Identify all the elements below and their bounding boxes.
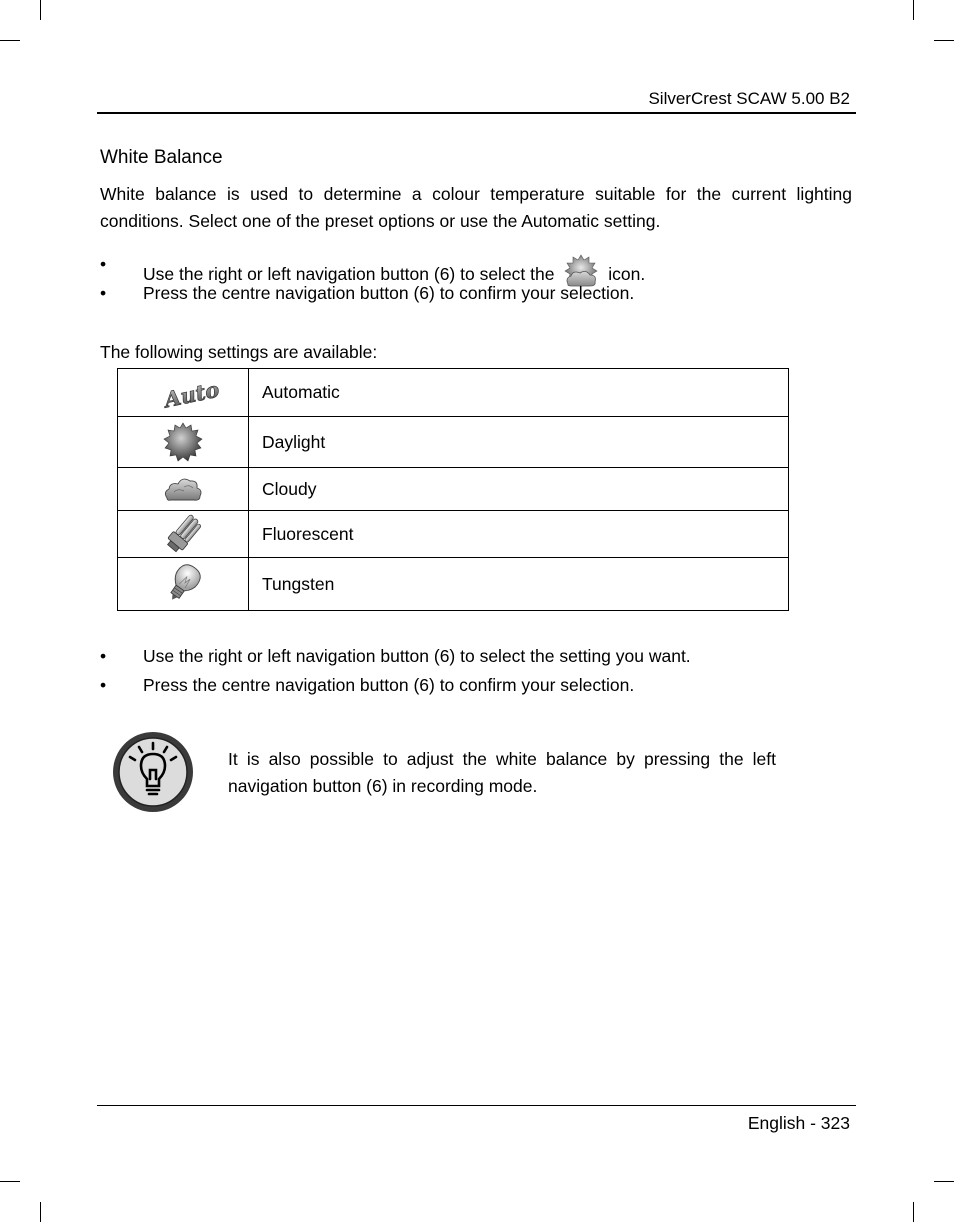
header-rule (97, 112, 856, 114)
tip-lightbulb-icon (111, 730, 196, 815)
table-row (118, 558, 789, 611)
intro-paragraph: White balance is used to determine a colour temperature suitable for the current lighting conditions. Select one of the preset options or use the Automatic setting. (100, 184, 852, 231)
fluorescent-lamp-icon (162, 514, 204, 554)
section-title: White Balance (100, 147, 223, 168)
bullet-text: Use the right or left navigation button (6) to select the setting you want. (143, 646, 691, 666)
tip-text: It is also possible to adjust the white balance by pressing the left navigation button (6) in recording mode. (228, 749, 776, 796)
setting-icon-cell (118, 511, 249, 558)
settings-table (117, 368, 789, 611)
crop-mark (934, 1181, 954, 1182)
table-row (118, 417, 789, 468)
footer-rule (97, 1105, 856, 1106)
crop-mark (0, 1181, 20, 1182)
setting-label: Fluorescent (249, 511, 789, 558)
crop-mark (40, 0, 41, 20)
setting-icon-cell (118, 369, 249, 417)
footer-page-label: English - 323 (747, 1113, 850, 1133)
auto-icon-text: Auto (162, 375, 222, 412)
setting-label: Cloudy (249, 468, 789, 511)
auto-icon (162, 375, 222, 412)
setting-icon-cell (118, 468, 249, 511)
bullet-text: Press the centre navigation button (6) to confirm your selection. (143, 283, 635, 303)
setting-icon-cell (118, 558, 249, 611)
setting-icon-cell (118, 417, 249, 468)
crop-mark (934, 40, 954, 41)
cloud-icon (162, 474, 204, 504)
crop-mark (0, 40, 20, 41)
light-bulb-icon (162, 562, 204, 606)
crop-mark (913, 1202, 914, 1222)
bullet-text-before: Use the right or left navigation button (6) to select the (143, 264, 555, 284)
settings-intro: The following settings are available: (100, 342, 378, 362)
sun-icon (163, 422, 203, 462)
bullet-symbol: • (100, 646, 107, 666)
bullet-symbol: • (100, 254, 107, 274)
setting-label: Automatic (249, 369, 789, 417)
header-product-title: SilverCrest SCAW 5.00 B2 (648, 89, 850, 108)
crop-mark (40, 1202, 41, 1222)
setting-label: Daylight (249, 417, 789, 468)
table-row (118, 369, 789, 417)
crop-mark (913, 0, 914, 20)
setting-label: Tungsten (249, 558, 789, 611)
bullet-text: Press the centre navigation button (6) to confirm your selection. (143, 675, 635, 695)
bullet-symbol: • (100, 283, 107, 303)
table-row (118, 511, 789, 558)
bullet-symbol: • (100, 675, 107, 695)
bullet-text-after: icon. (608, 264, 646, 284)
table-row (118, 468, 789, 511)
